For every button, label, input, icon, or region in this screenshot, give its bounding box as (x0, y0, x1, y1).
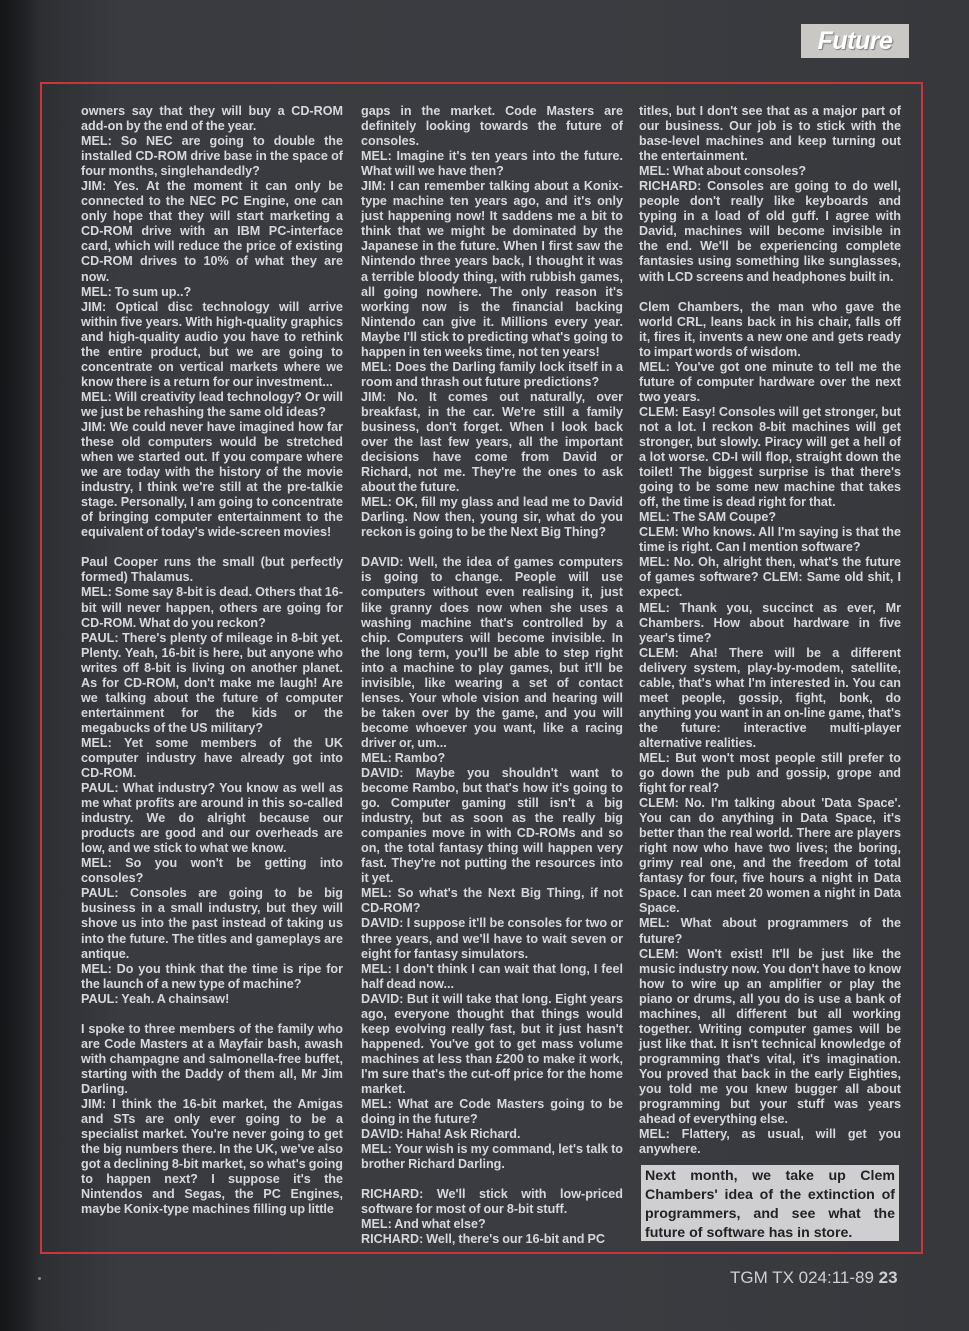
paragraph: MEL: What about consoles? (639, 164, 807, 179)
page-dot-mark (38, 1277, 41, 1280)
text-column-3 (639, 104, 901, 1157)
paragraph: JIM: I can remember talking about a Konix-type machine ten years ago, and it's only just happening now! It saddens me a bit to think that we might be dominated by the Japanese in the future. When I first saw the Nintendo three years back, I thought it was a terrible bloody thing, with rubbish games, all going nowhere. The only reason it's working now is the financial backing Nintendo can give it. Millions every year. Maybe I'll stick to predicting what's going to happen in ten weeks time, not ten years! (361, 179, 623, 359)
paragraph: MEL: What about programmers of the future? (639, 916, 901, 946)
paragraph: PAUL: There's plenty of mileage in 8-bit yet. Plenty. Yeah, 16-bit is here, but anyone who writes off 8-bit is living on another planet. As for CD-ROM, don't make me laugh! Are we talking about the future of computer entertainment for the kids or the megabucks of the US military? (81, 630, 343, 735)
paragraph: CLEM: No. I'm talking about 'Data Space'. You can do anything in Data Space, it's better than the real world. There are players right now who have two lives; the boring, grimy real one, and the freedom of total fantasy for four, five hours a night in Data Space. I can meet 20 women a night in Data Space. (639, 796, 901, 916)
paragraph: MEL: So you won't be getting into consoles? (81, 856, 343, 886)
paragraph: MEL: Flattery, as usual, will get you anywhere. (639, 1127, 901, 1157)
paragraph: MEL: You've got one minute to tell me the future of computer hardware over the next two years. (639, 359, 901, 404)
text-column-2 (361, 104, 623, 1247)
paragraph: JIM: No. It comes out naturally, over breakfast, in the car. We're still a family business, don't forget. When I look back over the last few years, all the important decisions have come from David or Richard, not me. They're the ones to ask about the future. (361, 389, 623, 495)
page-number: 23 (878, 1268, 898, 1287)
paragraph: DAVID: But it will take that long. Eight years ago, everyone thought that things would keep evolving really fast, but it just hasn't happened. You've got to get mass volume machines at less than £200 to make it work, I'm sure that's the cut-off price for the home market. (361, 991, 623, 1096)
text-column-1 (81, 104, 343, 1217)
paragraph: DAVID: Haha! Ask Richard. (361, 1127, 521, 1142)
next-month-box: Next month, we take up Clem Chambers' idea of the extinction of programmers, and see what the future of software has in store. (641, 1165, 899, 1241)
paragraph: MEL: Rambo? (361, 750, 446, 765)
paragraph: Clem Chambers, the man who gave the world CRL, leans back in his chair, falls off it, fires it, invents a new one and gets ready to impart words of wisdom. (639, 299, 901, 359)
paragraph: JIM: We could never have imagined how far these old computers would be stretched when we started out. If you compare where we are today with the history of the movie industry, I think we're still at the pre-talkie stage. Personally, I am going to concentrate of bringing computer entertainment to the equivalent of today's wide-screen movies! (81, 419, 343, 540)
paragraph: MEL: Imagine it's ten years into the future. What will we have then? (361, 149, 623, 179)
paragraph: DAVID: I suppose it'll be consoles for two or three years, and we'll have to wait seven or eight for fantasy simulators. (361, 916, 623, 961)
paragraph: MEL: Yet some members of the UK computer industry have already got into CD-ROM. (81, 735, 343, 781)
paragraph: MEL: So NEC are going to double the installed CD-ROM drive base in the space of four months, singlehandedly? (81, 134, 343, 179)
paragraph: titles, but I don't see that as a major part of our business. Our job is to stick with the base-level machines and keep turning out the entertainment. (639, 104, 901, 164)
paragraph: PAUL: What industry? You know as well as me what profits are around in this so-called industry. We do alright because our products are good and our overheads are low, and we stick to what we know. (81, 781, 343, 856)
paragraph: DAVID: Well, the idea of games computers is going to change. People will use computers without even realising it, just like granny does now when she uses a washing machine that's controlled by a chip. Computers will become invisible. In the long term, you'll be able to step right into a machine to play games, but it'll be invisible, like wearing a set of contact lenses. Your whole vision and hearing will be taken over by the game, and you will become whoever you want, like a racing driver or, um... (361, 555, 623, 750)
paragraph: I spoke to three members of the family who are Code Masters at a Mayfair bash, awash with champagne and salmonella-free buffet, starting with the Daddy of them all, Mr Jim Darling. (81, 1021, 343, 1096)
paragraph: JIM: I think the 16-bit market, the Amigas and STs are only ever going to be a specialist market. You're never going to get the big numbers there. In the UK, we've also got a declining 8-bit market, so what's going to happen next? I suppose it's the Nintendos and Segas, the PC Engines, maybe Konix-type machines filling up little (81, 1097, 343, 1217)
page-footer (730, 1268, 898, 1288)
paragraph: MEL: So what's the Next Big Thing, if not CD-ROM? (361, 886, 623, 916)
paragraph: DAVID: Maybe you shouldn't want to become Rambo, but that's how it's going to go. Computer gaming still isn't a big industry, but as soon as the really big companies move in with CD-ROMs and so on, the total fantasy thing will happen very fast. They're not putting the resources into it yet. (361, 766, 623, 886)
paragraph: MEL: To sum up..? (81, 284, 192, 299)
paragraph: MEL: Will creativity lead technology? Or will we just be rehashing the same old ideas? (81, 389, 343, 419)
paragraph: CLEM: Easy! Consoles will get stronger, but not a lot. I reckon 8-bit machines will get stronger, but slowly. Piracy will get a hell of a lot worse. CD-I will flop, straight down the toilet! The biggest surprise is that there's going to be some new machine that takes off, the time is dead right for that. (639, 404, 901, 510)
paragraph: MEL: I don't think I can wait that long, I feel half dead now... (361, 961, 623, 991)
paragraph: CLEM: Aha! There will be a different delivery system, play-by-modem, satellite, cable, that's what I'm interested in. You can meet people, gossip, fight, bonk, do anything you want in an on-line game, that's the future: interactive multi-player alternative realities. (639, 645, 901, 750)
paragraph: PAUL: Yeah. A chainsaw! (81, 991, 230, 1006)
paragraph: MEL: No. Oh, alright then, what's the future of games software? CLEM: Same old shit, I expect. (639, 555, 901, 600)
paragraph: MEL: But won't most people still prefer to go down the pub and gossip, grope and fight for real? (639, 750, 901, 796)
section-tab-future: Future (801, 24, 909, 58)
paragraph: JIM: Optical disc technology will arrive within five years. With high-quality graphics and high-quality audio you have to rethink the entire product, but we are going to concentrate on vertical markets where we know there is a return for our investment... (81, 299, 343, 389)
paragraph: MEL: Do you think that the time is ripe for the launch of a new type of machine? (81, 961, 343, 991)
paragraph: MEL: The SAM Coupe? (639, 510, 777, 525)
paragraph: owners say that they will buy a CD-ROM add-on by the end of the year. (81, 104, 343, 134)
paragraph: MEL: Your wish is my command, let's talk to brother Richard Darling. (361, 1142, 623, 1172)
paragraph: MEL: And what else? (361, 1217, 486, 1232)
page-spine-shadow (0, 0, 40, 1331)
paragraph: MEL: OK, fill my glass and lead me to David Darling. Now then, young sir, what do you reckon is going to be the Next Big Thing? (361, 495, 623, 540)
footer-reference: TGM TX 024:11-89 (730, 1268, 874, 1287)
paragraph: RICHARD: We'll stick with low-priced software for most of our 8-bit stuff. (361, 1187, 623, 1217)
paragraph: RICHARD: Consoles are going to do well, people don't really like keyboards and typing in a load of old guff. I agree with David, machines will become invisible in the end. We'll be experiencing complete fantasies using something like sunglasses, with LCD screens and headphones built in. (639, 179, 901, 284)
paragraph: CLEM: Won't exist! It'll be just like the music industry now. You don't have to know how to wire up an amplifier or play the piano or drums, all you do is use a bank of machines, all different but all working together. Writing computer games will be just like that. It isn't technical knowledge of programming that's vital, it's imagination. You proved that back in the early Eighties, you told me you knew bugger all about programming but your stuff was years ahead of everything else. (639, 946, 901, 1127)
paragraph: Paul Cooper runs the small (but perfectly formed) Thalamus. (81, 555, 343, 585)
paragraph: CLEM: Who knows. All I'm saying is that the time is right. Can I mention software? (639, 525, 901, 555)
paragraph: PAUL: Consoles are going to be big business in a small industry, but they will shove us into the past instead of taking us into the future. The titles and gameplays are antique. (81, 886, 343, 961)
paragraph: JIM: Yes. At the moment it can only be connected to the NEC PC Engine, one can only hope that they will start marketing a CD-ROM drive with an IBM PC-interface card, which will reduce the price of existing CD-ROM drives to 10% of what they are now. (81, 179, 343, 284)
paragraph: MEL: Thank you, succinct as ever, Mr Chambers. How about hardware in five year's time? (639, 600, 901, 645)
paragraph: gaps in the market. Code Masters are definitely looking towards the future of consoles. (361, 104, 623, 149)
paragraph: MEL: Does the Darling family lock itself in a room and thrash out future predictions? (361, 359, 623, 389)
paragraph: RICHARD: Well, there's our 16-bit and PC (361, 1232, 605, 1247)
paragraph: MEL: Some say 8-bit is dead. Others that 16-bit will never happen, others are going for CD-ROM. What do you reckon? (81, 585, 343, 630)
paragraph: MEL: What are Code Masters going to be doing in the future? (361, 1097, 623, 1127)
